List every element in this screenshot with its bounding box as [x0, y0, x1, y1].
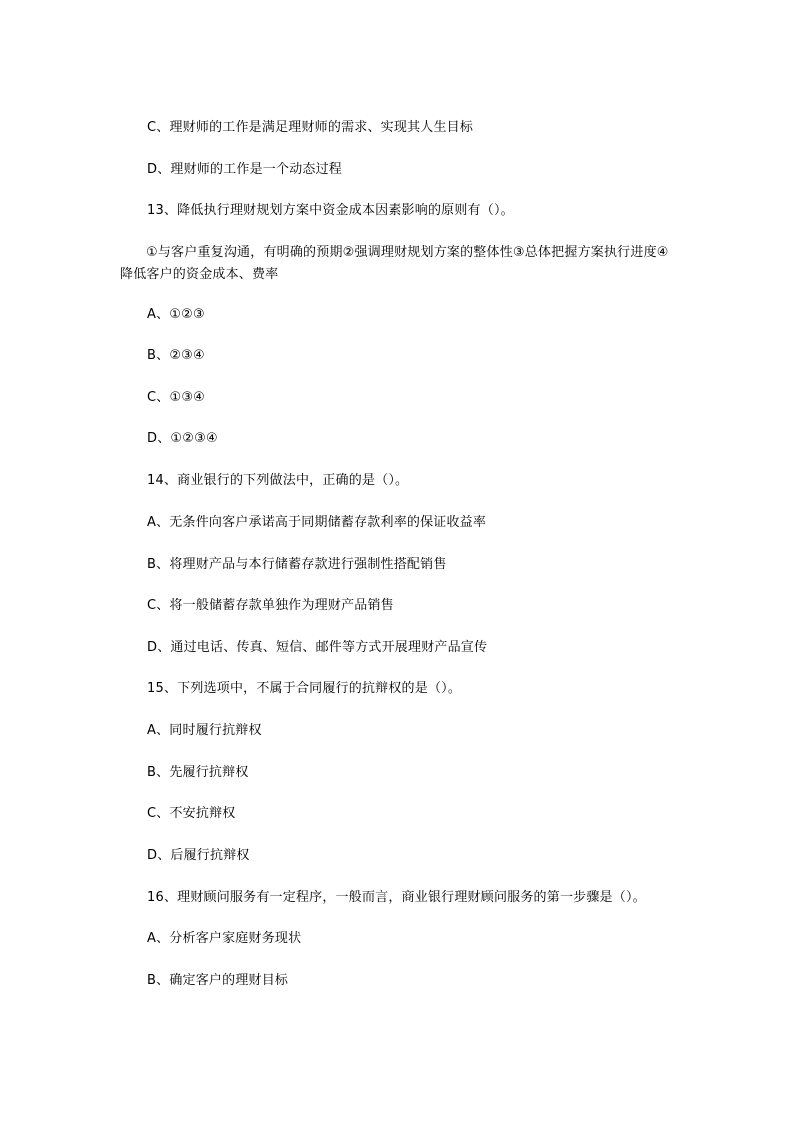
- q15-question: 15、下列选项中，不属于合同履行的抗辩权的是（）。: [147, 681, 462, 696]
- q12-option-c: C、理财师的工作是满足理财师的需求、实现其人生目标: [147, 120, 474, 135]
- q16-option-a: A、分析客户家庭财务现状: [147, 931, 302, 946]
- q13-statement: ①与客户重复沟通，有明确的预期②强调理财规划方案的整体性③总体把握方案执行进度④降低客户的资金成本、费率: [120, 245, 669, 282]
- q15-option-c: C、不安抗辩权: [147, 806, 236, 821]
- q16-option-b: B、确定客户的理财目标: [147, 973, 289, 988]
- q15-option-b: B、先履行抗辩权: [147, 765, 249, 780]
- q13-option-a: A、①②③: [147, 307, 205, 322]
- q12-option-d: D、理财师的工作是一个动态过程: [147, 162, 343, 177]
- q13-option-c: C、①③④: [147, 390, 206, 405]
- q14-option-b: B、将理财产品与本行储蓄存款进行强制性搭配销售: [147, 557, 447, 572]
- q13-question: 13、降低执行理财规划方案中资金成本因素影响的原则有（）。: [147, 203, 514, 218]
- q14-option-d: D、通过电话、传真、短信、邮件等方式开展理财产品宣传: [147, 640, 488, 655]
- q15-option-a: A、同时履行抗辩权: [147, 723, 262, 738]
- q15-option-d: D、后履行抗辩权: [147, 848, 250, 863]
- q13-option-d: D、①②③④: [147, 431, 218, 446]
- q13-option-b: B、②③④: [147, 348, 205, 363]
- q14-option-a: A、无条件向客户承诺高于同期储蓄存款利率的保证收益率: [147, 515, 487, 530]
- q14-question: 14、商业银行的下列做法中，正确的是（）。: [147, 473, 409, 488]
- q16-question: 16、理财顾问服务有一定程序，一般而言，商业银行理财顾问服务的第一步骤是（）。: [147, 890, 646, 905]
- q14-option-c: C、将一般储蓄存款单独作为理财产品销售: [147, 598, 394, 613]
